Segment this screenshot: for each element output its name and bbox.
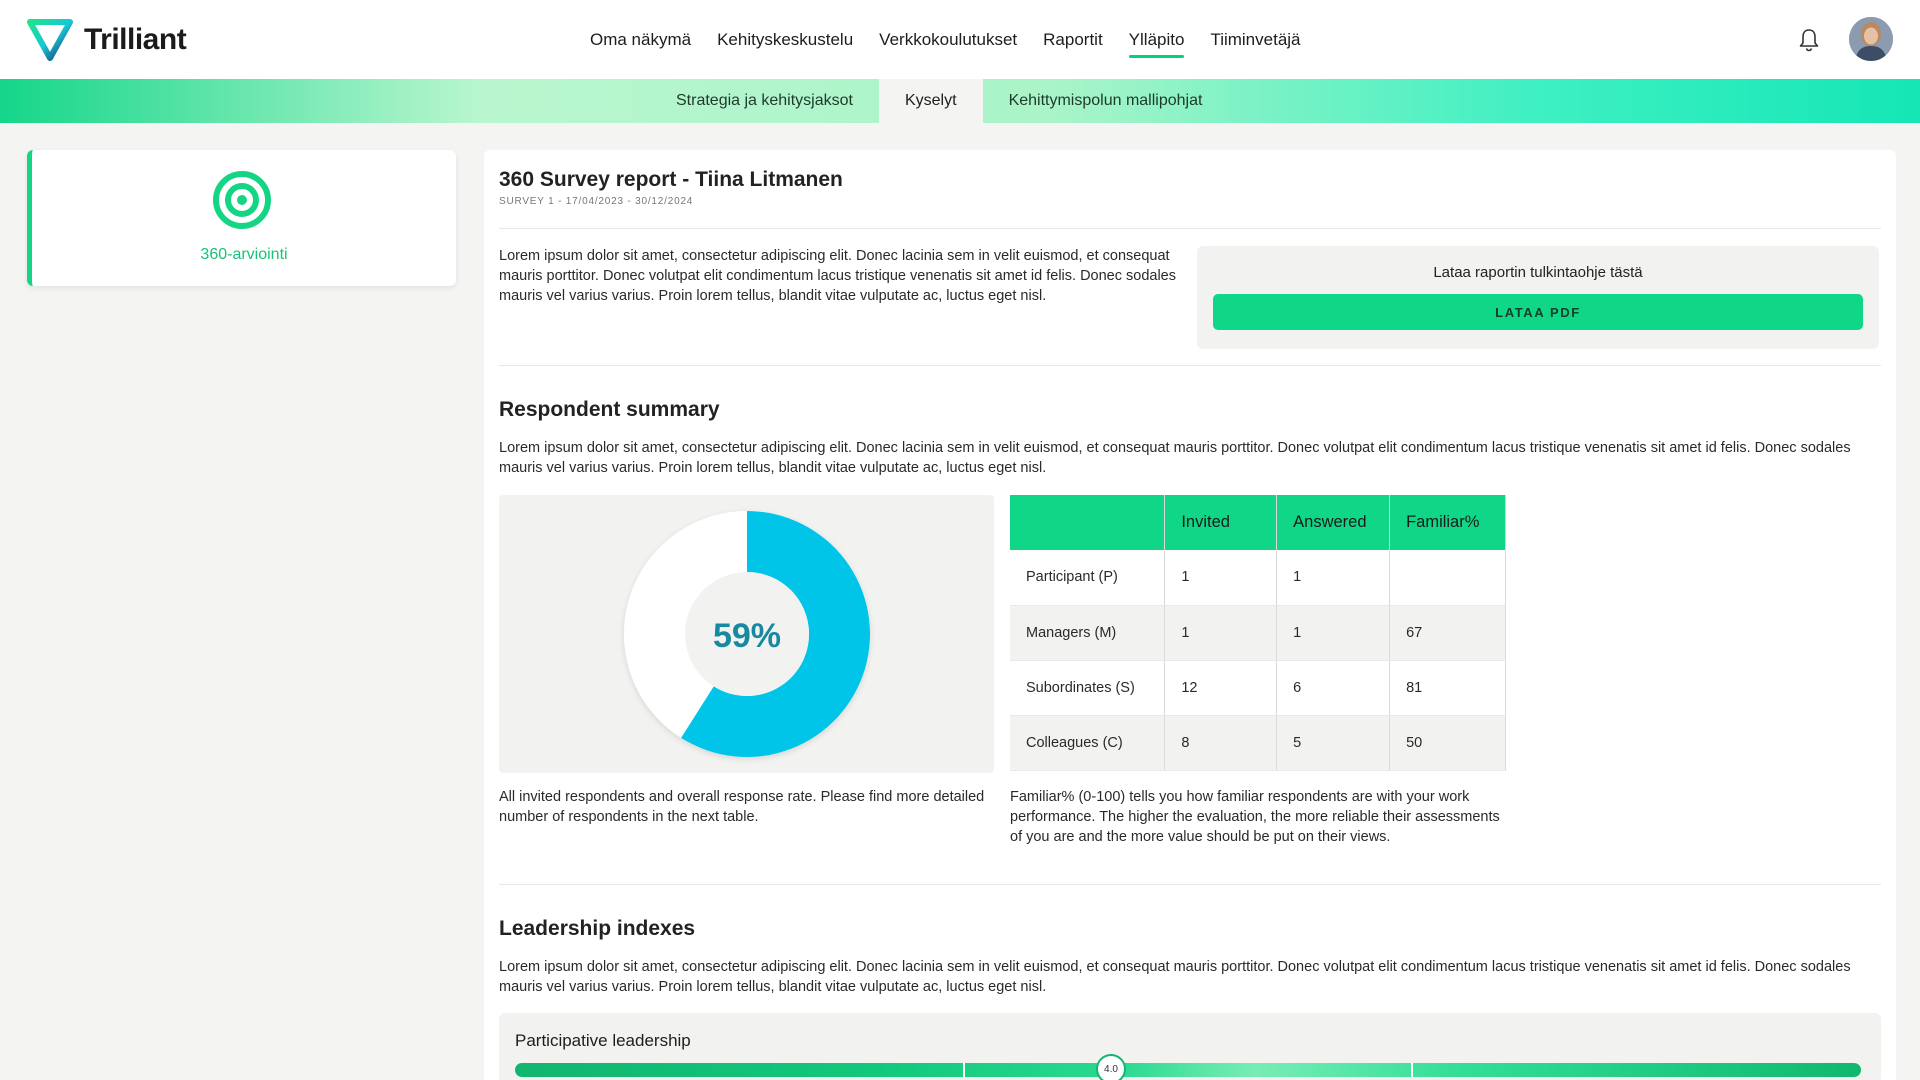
nav-item-kehityskeskustelu[interactable]: Kehityskeskustelu: [717, 29, 854, 49]
table-cell: 1: [1165, 605, 1277, 660]
bar-divider: [1411, 1063, 1413, 1077]
download-text: Lataa raportin tulkintaohje tästä: [1433, 264, 1643, 281]
table-cell: 5: [1277, 715, 1390, 770]
report-title: 360 Survey report - Tiina Litmanen: [499, 168, 843, 191]
subnav-strategia[interactable]: Strategia ja kehitysjaksot: [676, 92, 853, 109]
respondent-summary-title: Respondent summary: [499, 398, 720, 421]
table-cell: 6: [1277, 660, 1390, 715]
trilliant-logo-icon: [26, 18, 74, 62]
donut-percent-label: 59%: [712, 617, 782, 655]
report-intro: Lorem ipsum dolor sit amet, consectetur adipiscing elit. Donec lacinia sem in velit euismod, et consequat mauris porttitor. Donec volutpat elit condimentum lacus tristique venenatis sit amet id felis. Donec sodales mauris vel varius varius. Proin lorem tellus, blandit vitae vulputate ac, luctus eget nisl.: [499, 248, 1176, 304]
download-pdf-button[interactable]: LATAA PDF: [1213, 294, 1863, 330]
donut-caption: All invited respondents and overall response rate. Please find more detailed number of respondents in the next table.: [499, 789, 985, 825]
leadership-indexes-title: Leadership indexes: [499, 917, 696, 940]
main-nav: [590, 0, 1327, 79]
leadership-index-marker: 4.0: [1096, 1054, 1126, 1080]
brand-logo[interactable]: [26, 18, 186, 62]
table-cell: 50: [1390, 715, 1506, 770]
table-cell: 12: [1165, 660, 1277, 715]
bar-divider: [963, 1063, 965, 1077]
target-icon: [212, 170, 272, 230]
table-row: [1010, 550, 1506, 605]
nav-item-oma-nakyma[interactable]: Oma näkymä: [590, 29, 692, 49]
table-cell: Managers (M): [1010, 605, 1165, 660]
leadership-index-item: [499, 1013, 1881, 1080]
leadership-index-label: Participative leadership: [515, 1031, 691, 1050]
table-cell: 8: [1165, 715, 1277, 770]
table-cell: 1: [1277, 550, 1390, 605]
report-subtitle: SURVEY 1 - 17/04/2023 - 30/12/2024: [499, 196, 694, 207]
table-row: [1010, 660, 1506, 715]
top-bar: [0, 0, 1920, 79]
survey-type-card[interactable]: [27, 150, 456, 286]
report-panel: [484, 150, 1896, 1080]
table-header: Familiar%: [1390, 495, 1506, 550]
table-cell: [1390, 550, 1506, 605]
bell-icon[interactable]: [1797, 27, 1821, 53]
survey-type-label: 360-arviointi: [200, 246, 288, 263]
table-cell: Participant (P): [1010, 550, 1165, 605]
nav-item-raportit[interactable]: Raportit: [1043, 29, 1103, 49]
response-rate-chart: [499, 495, 994, 773]
nav-item-tiiminvetaja[interactable]: Tiiminvetäjä: [1210, 29, 1301, 49]
divider: [499, 228, 1881, 229]
table-header: Answered: [1277, 495, 1390, 550]
leadership-index-bar: [515, 1063, 1861, 1077]
table-row: [1010, 605, 1506, 660]
divider: [499, 365, 1881, 366]
nav-item-yllapito[interactable]: Ylläpito: [1129, 22, 1185, 58]
brand-name: Trilliant: [84, 23, 187, 56]
leadership-indexes-text: Lorem ipsum dolor sit amet, consectetur adipiscing elit. Donec lacinia sem in velit euismod, et consequat mauris porttitor. Donec volutpat elit condimentum lacus tristique venenatis sit amet id felis. Donec sodales mauris vel varius varius. Proin lorem tellus, blandit vitae vulputate ac, luctus eget nisl.: [499, 959, 1851, 995]
table-cell: 81: [1390, 660, 1506, 715]
table-header: [1010, 495, 1165, 550]
respondent-table: [1010, 495, 1506, 771]
subnav-kyselyt[interactable]: Kyselyt: [879, 79, 983, 123]
table-cell: Colleagues (C): [1010, 715, 1165, 770]
table-caption: Familiar% (0-100) tells you how familiar respondents are with your work performance. The higher the evaluation, the more reliable their assessments of you are and the more value should be put on their views.: [1010, 789, 1500, 845]
avatar-portrait-icon: [1849, 17, 1893, 61]
donut-chart-svg: [499, 495, 994, 773]
table-cell: Subordinates (S): [1010, 660, 1165, 715]
table-header-row: [1010, 495, 1506, 550]
subnav-kehittymispolun-mallipohjat[interactable]: Kehittymispolun mallipohjat: [1008, 92, 1203, 109]
table-cell: 1: [1165, 550, 1277, 605]
table-row: [1010, 715, 1506, 770]
user-avatar[interactable]: [1849, 17, 1893, 61]
table-cell: 1: [1277, 605, 1390, 660]
divider: [499, 884, 1881, 885]
sub-nav: [0, 79, 1920, 123]
download-box: [1197, 246, 1879, 349]
respondent-summary-text: Lorem ipsum dolor sit amet, consectetur adipiscing elit. Donec lacinia sem in velit euismod, et consequat mauris porttitor. Donec volutpat elit condimentum lacus tristique venenatis sit amet id felis. Donec sodales mauris vel varius varius. Proin lorem tellus, blandit vitae vulputate ac, luctus eget nisl.: [499, 440, 1851, 476]
nav-item-verkkokoulutukset[interactable]: Verkkokoulutukset: [879, 29, 1018, 49]
table-header: Invited: [1165, 495, 1277, 550]
table-cell: 67: [1390, 605, 1506, 660]
